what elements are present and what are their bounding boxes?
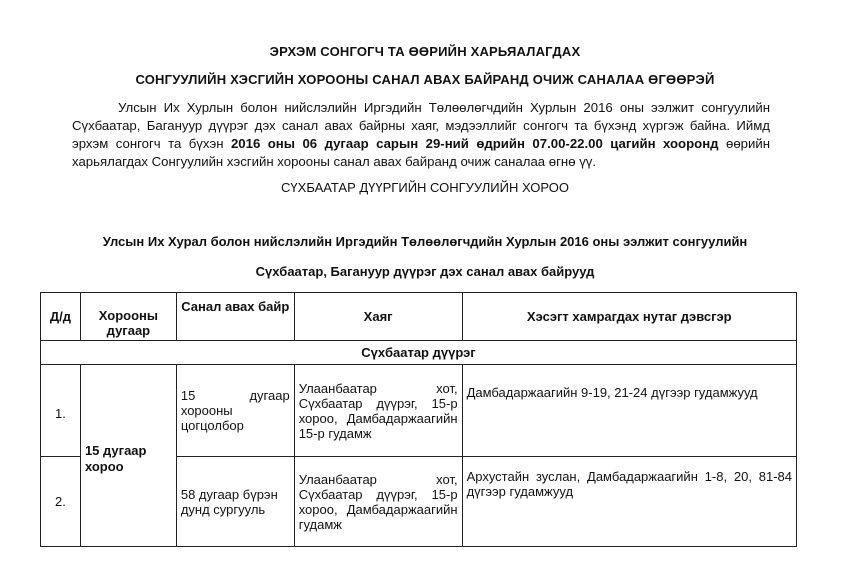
intro-text-1: Улсын Их Хурлын болон нийслэлийн Иргэдийн Төлөөлөгчдийн Хурлын 2016 оны ээлжит сонгуулийн Сүхбаатар, Багануур дүүрэг дэх санал авах байрны хаяг, мэдээллийг сонгогч та бүхэнд хүргэж байна. Иймд эрхэм сонгогч та бүхэн	[72, 100, 770, 151]
notice-title-line1: ЭРХЭМ СОНГОГЧ ТА ӨӨРИЙН ХАРЬЯАЛАГДАХ	[269, 44, 581, 59]
area-covered: Дамбадаржаагийн 9-19, 21-24 дүгээр гудамжууд	[462, 365, 796, 457]
intro-text-2: өөрийн харьялагдах Сонгуулийн хэсгийн хорооны санал авах байранд очиж саналаа өгнө үү.	[72, 136, 771, 169]
row-number: 1.	[41, 365, 81, 457]
address: Улаанбаатар хот, Сүхбаатар дүүрэг, 15-р хороо, Дамбадаржаагийн гудамж	[294, 457, 462, 547]
notice-title-line2: СОНГУУЛИЙН ХЭСГИЙН ХОРООНЫ САНАЛ АВАХ БАЙРАНД ОЧИЖ САНАЛАА ӨГӨӨРЭЙ	[135, 72, 715, 87]
table-title-line2: Сүхбаатар, Багануур дүүрэг дэх санал авах байрууд	[255, 264, 595, 279]
polling-stations-table	[40, 292, 797, 547]
header-area: Хэсэгт хамрагдах нутаг дэвсгэр	[462, 293, 796, 341]
table-title-line1: Улсын Их Хурал болон нийслэлийн Иргэдийн Төлөөлөгчдийн Хурлын 2016 оны ээлжит сонгуулийн	[102, 234, 748, 249]
committee-name: СҮХБААТАР ДҮҮРГИЙН СОНГУУЛИЙН ХОРОО	[281, 180, 569, 195]
intro-paragraph	[72, 99, 770, 171]
header-index: Д/д	[41, 293, 81, 341]
khoroo-number: 15 дугаар хороо	[80, 365, 176, 547]
header-khoroo-number: Хорооны дугаар	[80, 293, 176, 341]
table-header-row	[41, 293, 797, 341]
district-row	[41, 341, 797, 365]
area-covered: Архустайн зуслан, Дамбадаржаагийн 1-8, 20, 81-84 дүгээр гудамжууд	[462, 457, 796, 547]
table-row	[41, 365, 797, 457]
header-polling-station: Санал авах байр	[176, 293, 294, 341]
polling-station: 58 дугаар бүрэн дунд сургууль	[176, 457, 294, 547]
district-name: Сүхбаатар дүүрэг	[41, 341, 797, 365]
intro-bold-date: 2016 оны 06 дугаар сарын 29-ний өдрийн 07.00-22.00 цагийн хооронд	[230, 136, 719, 151]
header-address: Хаяг	[294, 293, 462, 341]
row-number: 2.	[41, 457, 81, 547]
polling-station: 15 дугаар хорооны цогцолбор	[176, 365, 294, 457]
address: Улаанбаатар хот, Сүхбаатар дүүрэг, 15-р хороо, Дамбадаржаагийн 15-р гудамж	[294, 365, 462, 457]
